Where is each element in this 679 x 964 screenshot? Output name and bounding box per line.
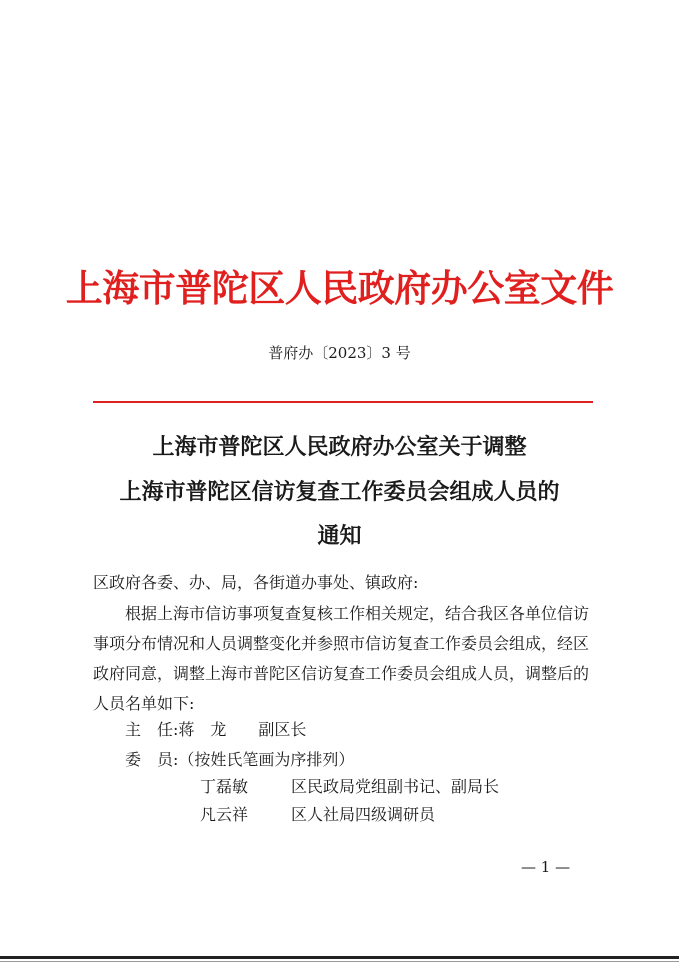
body-paragraph: 根据上海市信访事项复查复核工作相关规定，结合我区各单位信访事项分布情况和人员调整变化并参照市信访复查工作委员会组成，经区政府同意，调整上海市普陀区信访复查工作委员会组成人员，调整后的人员名单如下: — [93, 604, 590, 713]
member-name: 凡云祥 — [200, 805, 249, 824]
bottom-border-line-thin — [0, 961, 679, 962]
director-value: 蒋 龙 副区长 — [178, 720, 307, 739]
salutation: 区政府各委、办、局，各街道办事处、镇政府: — [93, 573, 419, 592]
director-label: 主 任: — [125, 720, 179, 739]
document-number: 普府办〔2023〕3 号 — [268, 344, 411, 362]
members-label: 委 员: — [125, 750, 179, 769]
director-row — [125, 715, 306, 745]
members-row — [125, 745, 354, 775]
document-title-line-3: 通知 — [317, 523, 362, 549]
members-note: （按姓氏笔画为序排列） — [178, 750, 355, 769]
document-title-line-1: 上海市普陀区人民政府办公室关于调整 — [152, 434, 527, 460]
member-role: 区人社局四级调研员 — [291, 805, 436, 824]
red-separator-line — [93, 401, 593, 403]
document-title-line-2: 上海市普陀区信访复查工作委员会组成人员的 — [119, 479, 560, 505]
bottom-border-line — [0, 956, 679, 959]
issuer-heading: 上海市普陀区人民政府办公室文件 — [65, 266, 614, 310]
member-role: 区民政局党组副书记、副局长 — [291, 777, 500, 796]
page-number: — 1 — — [521, 858, 571, 876]
member-name: 丁磊敏 — [200, 777, 249, 796]
